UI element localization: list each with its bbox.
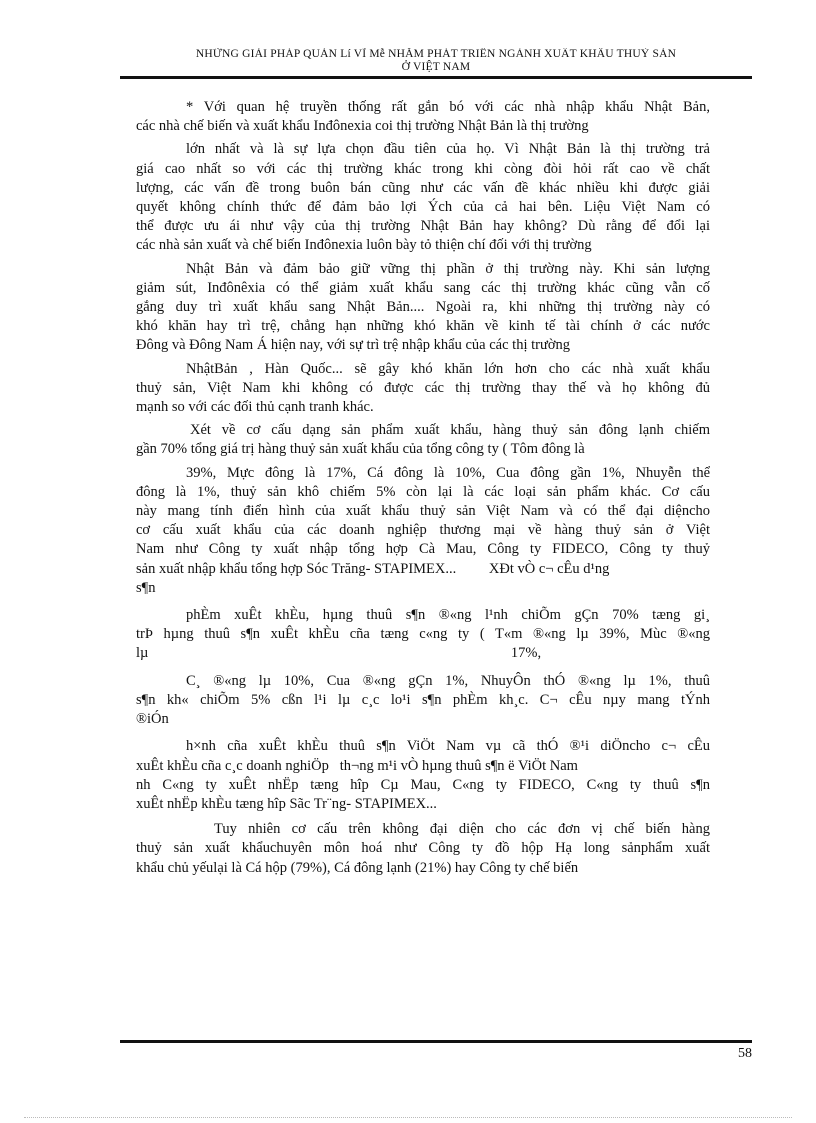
paragraph bbox=[136, 737, 710, 814]
text-line: đông là 1%, thuỷ sản khô chiếm 5% còn lại là các loại sản phẩm khác. Cơ cấu bbox=[136, 483, 710, 500]
paragraph bbox=[136, 360, 710, 418]
text-line: các nhà chế biến và xuất khẩu Inđônexia coi thị trường Nhật Bản là thị trường bbox=[136, 118, 589, 135]
text-line: lớn nhất và là sự lựa chọn đầu tiên của họ. Vì Nhật Bản là thị trường trả bbox=[186, 141, 710, 158]
text-line: 39%, Mực đông là 17%, Cá đông là 10%, Cua đông gần 1%, Nhuyễn thể bbox=[186, 464, 710, 481]
text-line: phÈm xuÊt khÈu, hµng thuû s¶n ®«ng l¹nh chiÕm gÇn 70% tæng gi¸ bbox=[186, 607, 710, 624]
footer-rule bbox=[120, 1040, 752, 1043]
header-title-line2: Ở VIỆT NAM bbox=[401, 61, 471, 73]
text-line: quyết không chính thức để đảm bảo lợi Ých của cả hai bên. Liệu Việt Nam có bbox=[136, 199, 710, 216]
text-line: mạnh so với các đối thủ cạnh tranh khác. bbox=[136, 399, 374, 416]
text-line: xuÊt nhËp khÈu tæng hîp Sãc Tr¨ng- STAPIMEX... bbox=[136, 795, 437, 812]
text-line: Nhật Bản và đảm bảo giữ vững thị phần ở thị trường này. Khi sản lượng bbox=[186, 260, 710, 277]
text-line: Đông và Đông Nam Á hiện nay, với sự trì trệ nhập khẩu của các thị trường bbox=[136, 337, 570, 354]
text-line: NhậtBản , Hàn Quốc... sẽ gây khó khăn lớn hơn cho các nhà xuất khẩu bbox=[186, 360, 710, 377]
text-line: khẩu chủ yếulại là Cá hộp (79%), Cá đông lạnh (21%) hay Công ty chế biến bbox=[136, 859, 579, 876]
text-line: giá cao nhất so với các thị trường khác trong khi còng đòi hỏi rất cao về chất bbox=[136, 160, 710, 177]
paragraph bbox=[136, 421, 710, 459]
text-line: ®iÓn bbox=[136, 711, 169, 728]
page-header bbox=[120, 48, 752, 76]
text-line: các nhà sản xuất và chế biến Inđônexia luôn bày tỏ thiện chí đối với thị trường bbox=[136, 237, 592, 254]
text-line: khó khăn hay trì trệ, chẳng hạn những khó khăn về kinh tế tài chính ở các nước bbox=[136, 318, 710, 335]
paragraph bbox=[136, 672, 710, 730]
text-line: nh C«ng ty xuÊt nhËp tæng hîp Cµ Mau, C«ng ty FIDECO, C«ng ty thuû s¶n bbox=[136, 776, 710, 793]
paragraph bbox=[136, 140, 710, 255]
text-line: thuỷ sản, Việt Nam khi không có được các thị trường thay thế và họ không đủ bbox=[136, 379, 710, 396]
text-line: giảm sút, Inđônêxia có thể giảm xuất khẩu sang các thị trường khác cũng vẫn cố bbox=[136, 279, 710, 296]
paragraph bbox=[136, 260, 710, 356]
text-line: gần 70% tổng giá trị hàng thuỷ sản xuất khẩu của tổng công ty ( Tôm đông là bbox=[136, 441, 585, 458]
text-line: * Với quan hệ truyền thống rất gắn bó với các nhà nhập khẩu Nhật Bản, bbox=[186, 99, 710, 115]
paragraph bbox=[136, 464, 710, 598]
text-line: sản xuất nhập khẩu tổng hợp Sóc Trăng- STAPIMEX... XÐt vÒ c¬ cÊu d¹ng bbox=[136, 560, 610, 577]
text-line: cơ cấu xuất khẩu của các doanh nghiệp thương mại về hàng thuỷ sản ở Việt bbox=[136, 522, 710, 539]
text-line: Tuy nhiên cơ cấu trên không đại diện cho các đơn vị chế biến hàng bbox=[214, 821, 710, 838]
paragraph bbox=[136, 606, 710, 664]
text-line: lượng, các vấn đề trong buôn bán cũng như các vấn đề khác nhiều khi được giải bbox=[136, 179, 710, 196]
text-line: lµ 17%, bbox=[136, 645, 542, 662]
text-line: thuỷ sản xuất khẩuchuyên môn hoá như Công ty đồ hộp Hạ long sảnphẩm xuất bbox=[136, 840, 710, 857]
document-body bbox=[136, 98, 710, 878]
header-title-line1: NHỮNG GIẢI PHÁP QUẢN Lí VĨ Mễ NHẰM PHÁT TRIỂN NGÀNH XUẤT KHẨU THUỶ SẢN bbox=[195, 48, 677, 60]
text-line: này mang tính điển hình của xuất khẩu thuỷ sản Việt Nam và có thể đại diệncho bbox=[136, 503, 710, 520]
text-line: h×nh cña xuÊt khÈu thuû s¶n ViÖt Nam vµ cã thÓ ®¹i diÖncho c¬ cÊu bbox=[186, 738, 710, 755]
text-line: s¶n kh« chiÕm 5% cßn l¹i lµ c¸c lo¹i s¶n phÈm kh¸c. C¬ cÊu nµy mang tÝnh bbox=[136, 691, 710, 708]
text-line: thể được ưu ái như vậy của thị trường Nhật Bản hay không? Dù rằng để đổi lại bbox=[136, 218, 710, 235]
text-line: Nam như Công ty xuất nhập tổng hợp Cà Mau, Công ty FIDECO, Công ty thuỷ bbox=[136, 541, 710, 558]
text-line: Xét về cơ cấu dạng sản phẩm xuất khẩu, hàng thuỷ sản đông lạnh chiếm bbox=[190, 422, 710, 439]
page-edge bbox=[24, 1117, 792, 1118]
paragraph bbox=[136, 98, 710, 136]
page-number: 58 bbox=[738, 1046, 752, 1061]
text-line: s¶n bbox=[136, 579, 156, 596]
text-line: C¸ ®«ng lµ 10%, Cua ®«ng gÇn 1%, NhuyÔn thÓ ®«ng lµ 1%, thuû bbox=[186, 672, 710, 689]
text-line: gắng duy trì xuất khẩu sang Nhật Bản.... Ngoài ra, khi những thị trường này có bbox=[136, 299, 710, 316]
paragraph bbox=[136, 820, 710, 878]
text-line: trÞ hµng thuû s¶n xuÊt khÈu cña tæng c«ng ty ( T«m ®«ng lµ 39%, Mùc ®«ng bbox=[136, 626, 710, 643]
header-rule bbox=[120, 76, 752, 79]
text-line: xuÊt khÈu cña c¸c doanh nghiÖp th¬ng m¹i vÒ hµng thuû s¶n ë ViÖt Nam bbox=[136, 757, 578, 774]
